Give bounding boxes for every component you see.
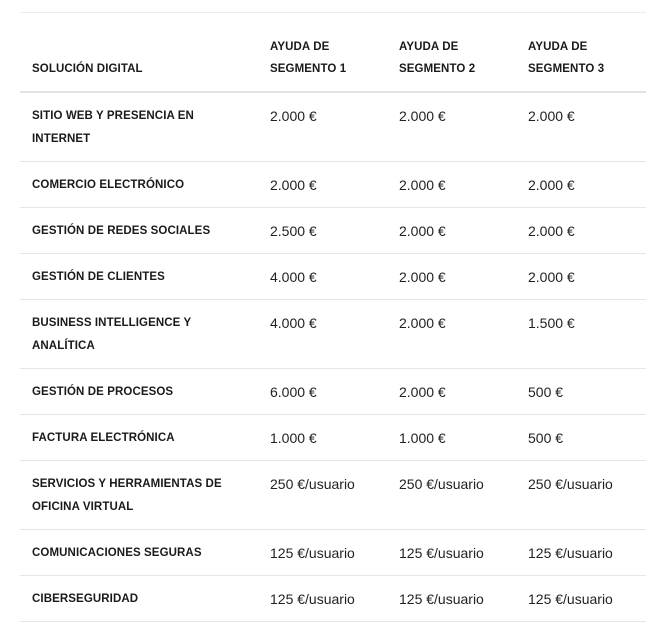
segment-2-amount: 125 €/usuario	[387, 576, 516, 622]
table-body	[20, 92, 646, 622]
segment-2-amount: 2.000 €	[387, 300, 516, 369]
header-segment-2: AYUDA DE SEGMENTO 2	[387, 13, 516, 93]
table-row	[20, 576, 646, 622]
segment-2-amount: 125 €/usuario	[387, 530, 516, 576]
table-row	[20, 162, 646, 208]
header-solution: SOLUCIÓN DIGITAL	[20, 13, 258, 93]
segment-2-amount: 2.000 €	[387, 369, 516, 415]
segment-1-amount: 2.500 €	[258, 208, 387, 254]
segment-1-amount: 4.000 €	[258, 300, 387, 369]
segment-1-amount: 2.000 €	[258, 162, 387, 208]
segment-3-amount: 125 €/usuario	[516, 530, 646, 576]
segment-2-amount: 2.000 €	[387, 254, 516, 300]
segment-3-amount: 2.000 €	[516, 92, 646, 162]
solution-name: FACTURA ELECTRÓNICA	[20, 415, 258, 461]
segment-1-amount: 4.000 €	[258, 254, 387, 300]
segment-3-amount: 2.000 €	[516, 162, 646, 208]
segment-1-amount: 125 €/usuario	[258, 576, 387, 622]
solution-name: GESTIÓN DE PROCESOS	[20, 369, 258, 415]
segment-3-amount: 500 €	[516, 369, 646, 415]
segment-1-amount: 125 €/usuario	[258, 530, 387, 576]
segment-1-amount: 1.000 €	[258, 415, 387, 461]
segment-2-amount: 2.000 €	[387, 208, 516, 254]
table-row	[20, 208, 646, 254]
segment-1-amount: 250 €/usuario	[258, 461, 387, 530]
segment-1-amount: 2.000 €	[258, 92, 387, 162]
segment-3-amount: 1.500 €	[516, 300, 646, 369]
header-row	[20, 13, 646, 93]
table-header	[20, 13, 646, 93]
solution-name: GESTIÓN DE CLIENTES	[20, 254, 258, 300]
table-row	[20, 461, 646, 530]
segment-3-amount: 250 €/usuario	[516, 461, 646, 530]
table-row	[20, 369, 646, 415]
header-segment-3: AYUDA DE SEGMENTO 3	[516, 13, 646, 93]
segment-3-amount: 2.000 €	[516, 208, 646, 254]
solution-name: BUSINESS INTELLIGENCE Y ANALÍTICA	[20, 300, 258, 369]
solution-name: COMUNICACIONES SEGURAS	[20, 530, 258, 576]
solution-name: CIBERSEGURIDAD	[20, 576, 258, 622]
solution-name: SITIO WEB Y PRESENCIA EN INTERNET	[20, 92, 258, 162]
digital-solutions-table	[20, 12, 646, 622]
segment-2-amount: 1.000 €	[387, 415, 516, 461]
table-row	[20, 92, 646, 162]
table-row	[20, 254, 646, 300]
segment-3-amount: 2.000 €	[516, 254, 646, 300]
solution-name: COMERCIO ELECTRÓNICO	[20, 162, 258, 208]
segment-2-amount: 2.000 €	[387, 162, 516, 208]
segment-1-amount: 6.000 €	[258, 369, 387, 415]
segment-3-amount: 125 €/usuario	[516, 576, 646, 622]
table-row	[20, 415, 646, 461]
table-row	[20, 530, 646, 576]
solution-name: GESTIÓN DE REDES SOCIALES	[20, 208, 258, 254]
solution-name: SERVICIOS Y HERRAMIENTAS DE OFICINA VIRTUAL	[20, 461, 258, 530]
segment-3-amount: 500 €	[516, 415, 646, 461]
table-row	[20, 300, 646, 369]
header-segment-1: AYUDA DE SEGMENTO 1	[258, 13, 387, 93]
segment-2-amount: 2.000 €	[387, 92, 516, 162]
segment-2-amount: 250 €/usuario	[387, 461, 516, 530]
